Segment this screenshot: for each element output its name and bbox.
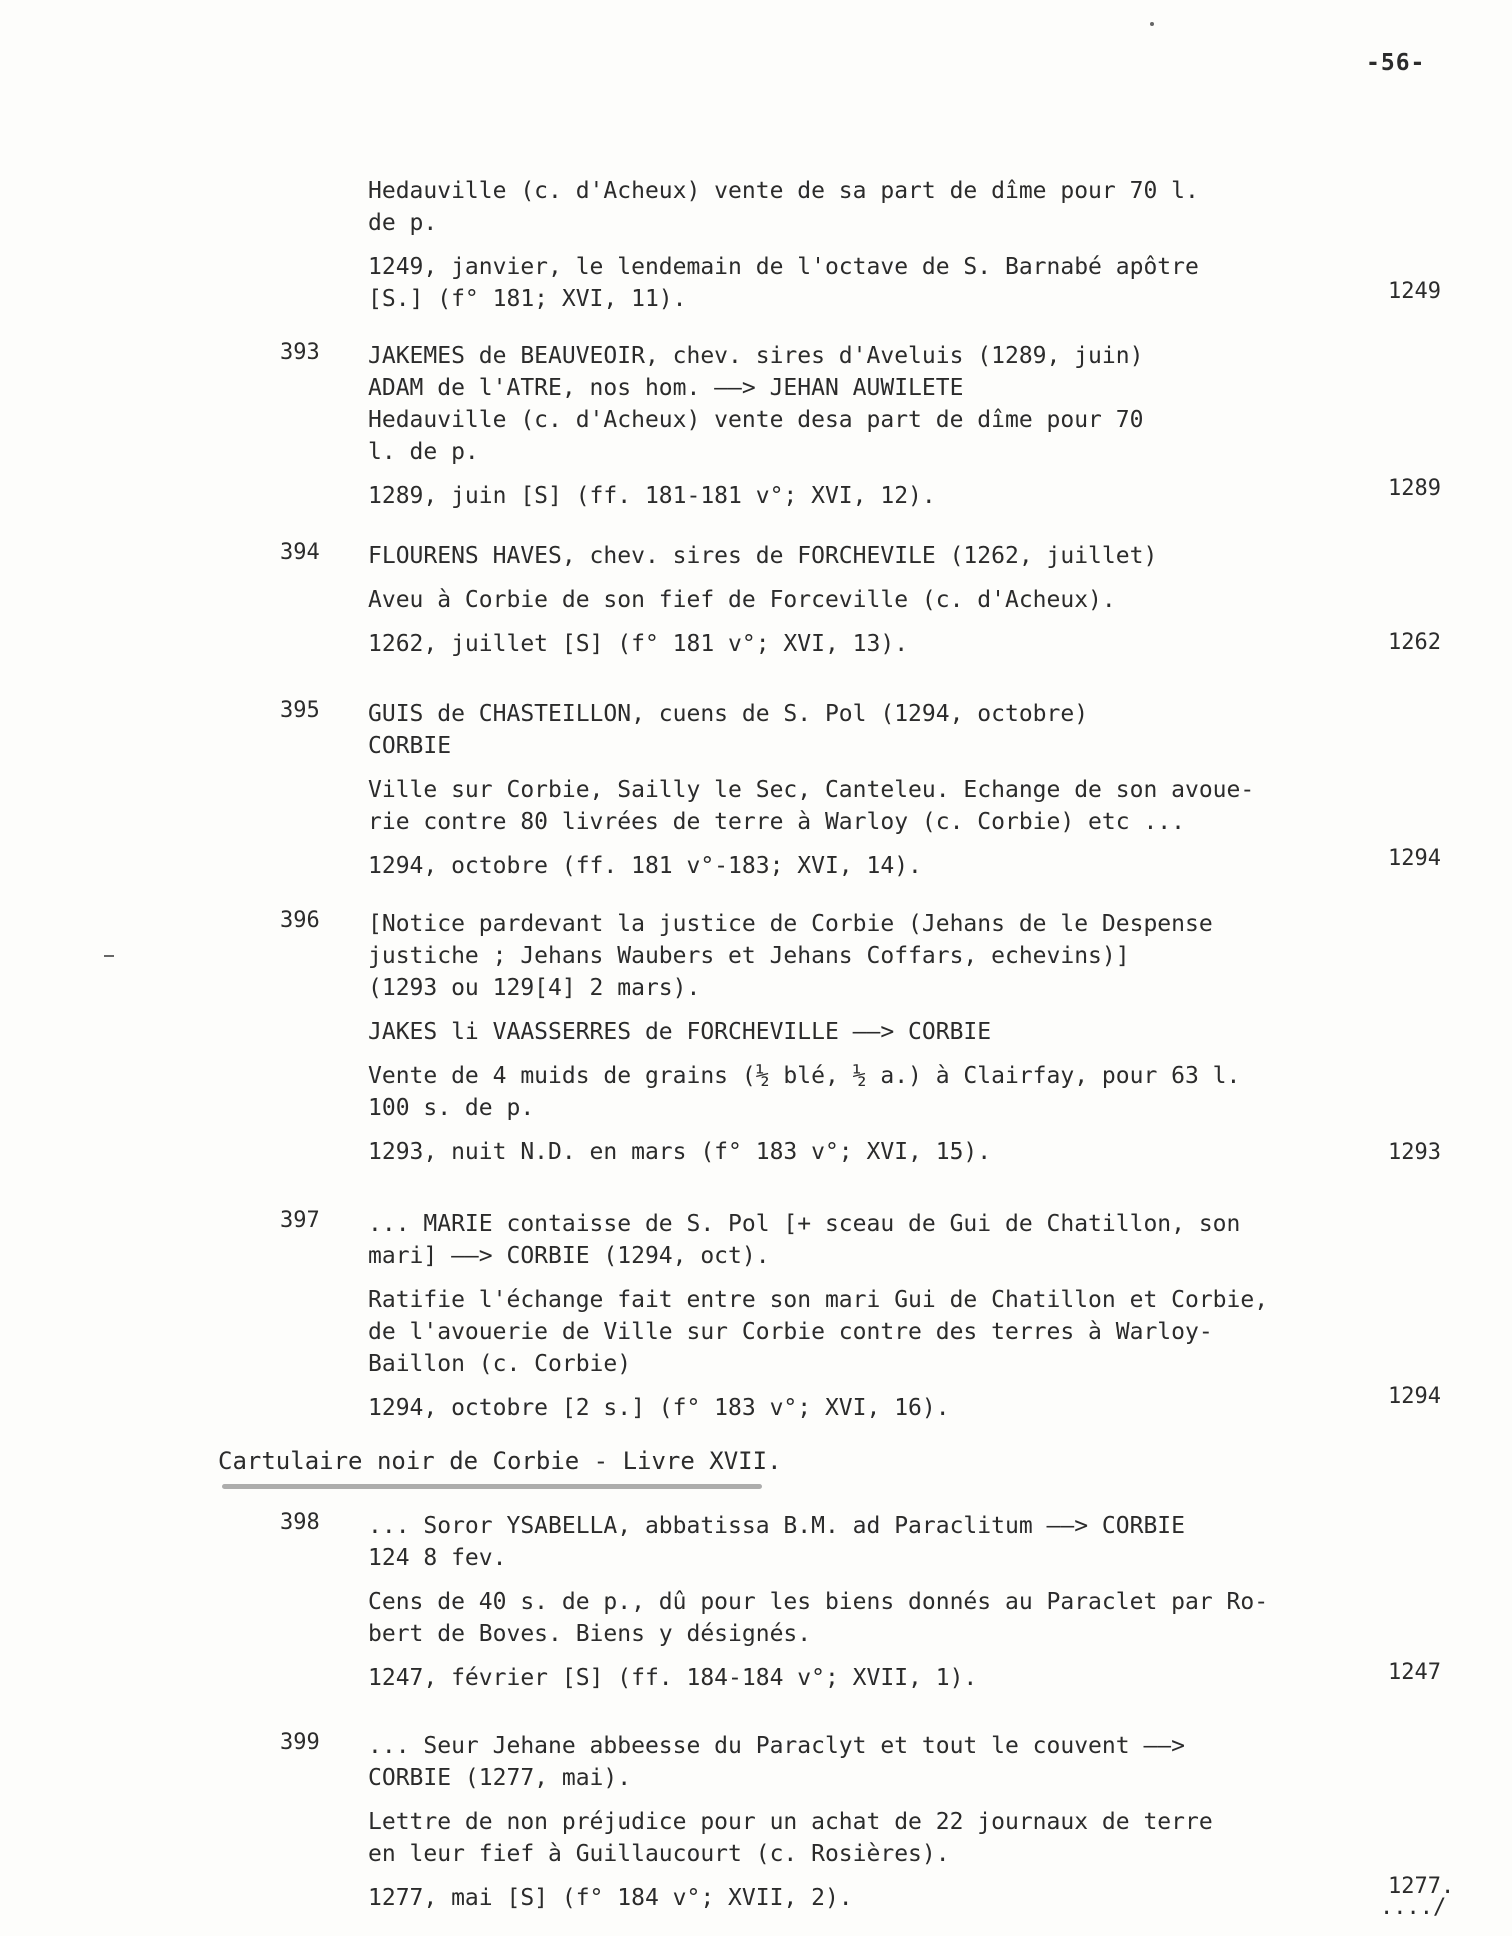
entry-line: ... Soror YSABELLA, abbatissa B.M. ad Paraclitum ——> CORBIE 124 8 fev. [368,1513,1185,1571]
entry-line: JAKEMES de BEAUVEOIR, chev. sires d'Aveluis (1289, juin) ADAM de l'ATRE, nos hom. ——> JEHAN AUWILETE Hedauville (c. d'Acheux) vente desa part de dîme pour 70 l. de p. [368,343,1144,465]
entry-line: JAKES li VAASSERRES de FORCHEVILLE ——> CORBIE [368,1019,992,1045]
entry-year: 1277. [1388,1874,1455,1899]
entry-line: 1247, février [S] (ff. 184-184 v°; XVII, 1). [368,1665,978,1691]
entry-line: 1289, juin [S] (ff. 181-181 v°; XVI, 12). [368,483,936,509]
entry-line: 1277, mai [S] (f° 184 v°; XVII, 2). [368,1885,853,1911]
entry-number: 393 [280,340,320,365]
entry-line: Cens de 40 s. de p., dû pour les biens donnés au Paraclet par Ro- bert de Boves. Biens y désignés. [368,1589,1269,1647]
entry-text [368,1730,1378,1926]
entry-text [368,1208,1378,1436]
entry-text [368,175,1378,327]
heading-underline [222,1484,762,1489]
entry-year: 1289 [1388,476,1441,501]
entry-number: 398 [280,1510,320,1535]
entry-year: 1249 [1388,279,1441,304]
entry-line: [Notice pardevant la justice de Corbie (Jehans de le Despense justiche ; Jehans Waubers et Jehans Coffars, echevins)] (1293 ou 129[4] 2 mars). [368,911,1213,1001]
entry-year: 1262 [1388,630,1441,655]
ink-speck [1150,22,1154,26]
entry-line: 1294, octobre (ff. 181 v°-183; XVI, 14). [368,853,922,879]
entry-text [368,1510,1378,1706]
entry-year: 1294 [1388,1384,1441,1409]
entry-number: 396 [280,908,320,933]
entry-line: FLOURENS HAVES, chev. sires de FORCHEVILE (1262, juillet) [368,543,1158,569]
entry-line: 1262, juillet [S] (f° 181 v°; XVI, 13). [368,631,909,657]
entry-line: Lettre de non préjudice pour un achat de 22 journaux de terre en leur fief à Guillaucourt (c. Rosières). [368,1809,1213,1867]
entry-text [368,340,1378,524]
entry-line: Hedauville (c. d'Acheux) vente de sa part de dîme pour 70 l. de p. [368,178,1199,236]
entry-line: 1293, nuit N.D. en mars (f° 183 v°; XVI, 15). [368,1139,992,1165]
entry-line: Vente de 4 muids de grains (½ blé, ½ a.) à Clairfay, pour 63 l. 100 s. de p. [368,1063,1241,1121]
entry-line: GUIS de CHASTEILLON, cuens de S. Pol (1294, octobre) CORBIE [368,701,1089,759]
entry-line: ... MARIE contaisse de S. Pol [+ sceau de Gui de Chatillon, son mari] ——> CORBIE (1294, oct). [368,1211,1241,1269]
entry-line: 1294, octobre [2 s.] (f° 183 v°; XVI, 16). [368,1395,950,1421]
section-heading: Cartulaire noir de Corbie - Livre XVII. [218,1447,782,1475]
stray-mark: ..../ [1380,1895,1447,1920]
entry-year: 1247 [1388,1660,1441,1685]
entry-number: 397 [280,1208,320,1233]
entry-text [368,698,1378,894]
entry-line: 1249, janvier, le lendemain de l'octave de S. Barnabé apôtre [S.] (f° 181; XVI, 11). [368,254,1199,312]
entry-text [368,540,1378,672]
entry-number: 399 [280,1730,320,1755]
entry-text [368,908,1378,1180]
entry-number: 394 [280,540,320,565]
entry-line: Ratifie l'échange fait entre son mari Gui de Chatillon et Corbie, de l'avouerie de Ville sur Corbie contre des terres à Warloy- Baillon (c. Corbie) [368,1287,1269,1377]
page-number: -56- [1366,50,1426,76]
entry-number: 395 [280,698,320,723]
entry-line: Aveu à Corbie de son fief de Forceville (c. d'Acheux). [368,587,1116,613]
entry-line: ... Seur Jehane abbeesse du Paraclyt et tout le couvent ——> CORBIE (1277, mai). [368,1733,1185,1791]
margin-mark [104,955,114,957]
entry-year: 1293 [1388,1140,1441,1165]
entry-line: Ville sur Corbie, Sailly le Sec, Canteleu. Echange de son avoue- rie contre 80 livrées de terre à Warloy (c. Corbie) etc ... [368,777,1255,835]
entry-year: 1294 [1388,846,1441,871]
